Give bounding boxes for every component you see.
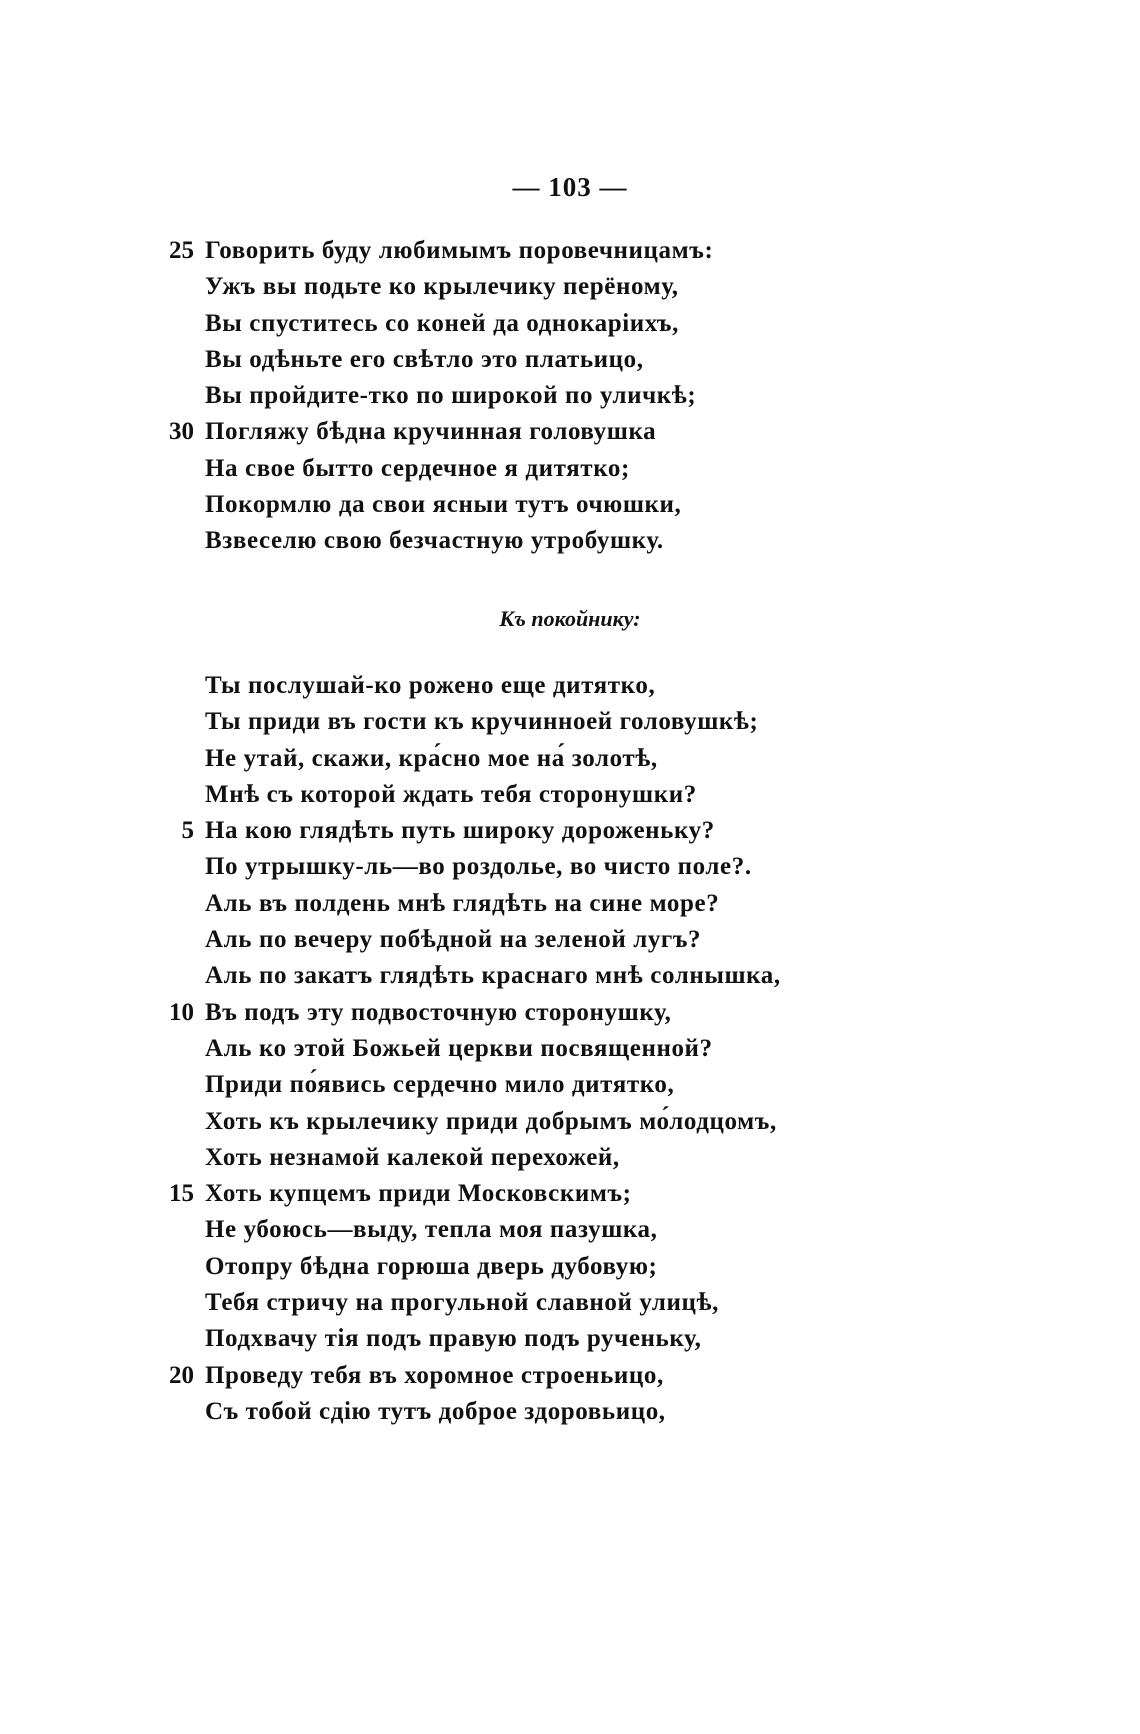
verse-line (0, 1285, 1140, 1321)
verse-text: Проведу тебя въ хоромное строеньицо, (205, 1361, 664, 1389)
verse-text: Вы одѣньте его свѣтло это платьицо, (205, 345, 644, 373)
verse-text: Вы спуститесь со коней да однокаріихъ, (205, 309, 679, 337)
stanza-2 (0, 668, 1140, 1430)
stanza-1 (0, 233, 1140, 560)
verse-text: Аль по вечеру побѣдной на зеленой лугъ? (205, 926, 702, 954)
verse-text: Хоть купцемъ приди Московскимъ; (205, 1180, 632, 1208)
verse-line (0, 1358, 1140, 1394)
verse-line (0, 741, 1140, 777)
verse-text: Хоть незнамой калекой перехожей, (205, 1143, 620, 1171)
verse-text: Ужъ вы подьте ко крылечику перёному, (205, 273, 679, 301)
line-number: 5 (181, 817, 194, 845)
line-number: 15 (169, 1180, 194, 1208)
verse-line (0, 1321, 1140, 1357)
verse-text: Отопру бѣдна горюша дверь дубовую; (205, 1252, 658, 1280)
verse-line (0, 1394, 1140, 1430)
verse-text: Тебя стричу на прогульной славной улицѣ, (205, 1289, 719, 1317)
verse-line (0, 958, 1140, 994)
verse-line (0, 995, 1140, 1031)
verse-line (0, 922, 1140, 958)
verse-line (0, 1176, 1140, 1212)
verse-text: Аль въ полдень мнѣ глядѣть на сине море? (205, 889, 720, 917)
verse-text: Ты приди въ гости къ кручинноей головушкѣ; (205, 708, 759, 736)
verse-text: Ты послушай-ко рожено еще дитятко, (205, 672, 656, 699)
verse-line (0, 306, 1140, 342)
verse-text: Не убоюсь—выду, тепла моя пазушка, (205, 1216, 658, 1244)
verse-text: Мнѣ съ которой ждать тебя сторонушки? (205, 780, 697, 808)
verse-line (0, 451, 1140, 487)
verse-text: Приди по́явись сердечно мило дитятко, (205, 1071, 675, 1099)
verse-text: Съ тобой сдію тутъ доброе здоровьицо, (205, 1397, 666, 1425)
verse-text: Взвеселю свою безчастную утробушку. (205, 527, 664, 555)
line-number: 25 (169, 237, 194, 264)
verse-text: Въ подъ эту подвосточную сторонушку, (205, 998, 672, 1026)
verse-text: На свое бытто сердечное я дитятко; (205, 454, 630, 482)
verse-text: Аль ко этой Божьей церкви посвященной? (205, 1034, 713, 1062)
verse-line (0, 668, 1140, 704)
verse-line (0, 1249, 1140, 1285)
page-number: — 103 — (512, 172, 628, 202)
verse-line (0, 813, 1140, 849)
verse-line (0, 1104, 1140, 1140)
verse-line (0, 342, 1140, 378)
verse-line (0, 1140, 1140, 1176)
verse-line (0, 777, 1140, 813)
verse-line (0, 1212, 1140, 1248)
verse-line (0, 1067, 1140, 1103)
verse-line (0, 523, 1140, 559)
verse-line (0, 269, 1140, 305)
verse-line (0, 1031, 1140, 1067)
verse-line (0, 849, 1140, 885)
verse-line (0, 487, 1140, 523)
verse-text: Покормлю да свои ясныи тутъ очюшки, (205, 491, 682, 519)
verse-text: Не утай, скажи, кра́сно мое на́ золотѣ, (205, 744, 658, 772)
verse-line (0, 886, 1140, 922)
verse-text: На кою глядѣть путь широку дороженьку? (205, 817, 715, 845)
line-number: 20 (169, 1361, 194, 1389)
line-number: 10 (169, 998, 194, 1026)
verse-line (0, 414, 1140, 450)
verse-line (0, 233, 1140, 269)
verse-text: Аль по закатъ глядѣть краснаго мнѣ солнышка, (205, 962, 781, 990)
verse-text: По утрышку-ль—во роздолье, во чисто поле?. (205, 853, 752, 881)
verse-line (0, 704, 1140, 740)
verse-text: Подхвачу тія подъ правую подъ рученьку, (205, 1325, 702, 1353)
verse-text: Вы пройдите-тко по широкой по уличкѣ; (205, 382, 697, 410)
section-heading: Къ покойнику: (499, 606, 641, 631)
verse-text: Погляжу бѣдна кручинная головушка (205, 418, 657, 446)
verse-text: Говорить буду любимымъ поровечницамъ: (205, 237, 714, 264)
verse-text: Хоть къ крылечику приди добрымъ мо́лодцомъ, (205, 1107, 777, 1135)
verse-line (0, 378, 1140, 414)
line-number: 30 (169, 418, 194, 446)
